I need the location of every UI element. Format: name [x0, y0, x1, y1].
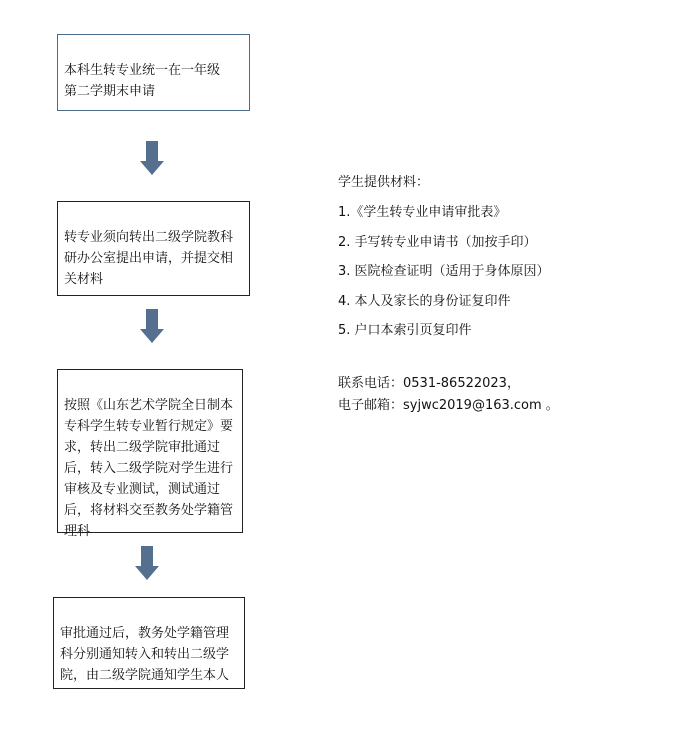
material-item: 3. 医院检查证明（适用于身体原因） — [338, 264, 550, 279]
flow-step-3-box — [57, 369, 243, 539]
flow-step-2-box — [57, 201, 250, 296]
flow-step-4-box — [53, 597, 245, 689]
contact-phone: 联系电话：0531-86522023， — [338, 376, 520, 391]
flow-step-1-box — [57, 34, 250, 111]
materials-title: 学生提供材料： — [338, 175, 430, 190]
flow-step-4-text: 审批通过后，教务处学籍管理科分别通知转入和转出二级学院，由二级学院通知学生本人 — [60, 626, 230, 683]
material-item: 4. 本人及家长的身份证复印件 — [338, 294, 511, 309]
flow-step-3-text: 按照《山东艺术学院全日制本专科学生转专业暂行规定》要求，转出二级学院审批通过后，转入二级学院对学生进行审核及专业测试，测试通过后，将材料交至教务处学籍管理科 — [64, 398, 234, 539]
material-item: 2. 手写转专业申请书（加按手印） — [338, 235, 537, 250]
down-arrow-icon — [135, 546, 159, 580]
flow-step-2-text: 转专业须向转出二级学院教科研办公室提出申请，并提交相关材料 — [64, 230, 234, 287]
down-arrow-icon — [140, 309, 164, 343]
down-arrow-icon — [140, 141, 164, 175]
material-item: 5. 户口本索引页复印件 — [338, 323, 472, 338]
material-item: 1.《学生转专业申请审批表》 — [338, 205, 507, 220]
flow-step-1-text: 本科生转专业统一在一年级 第二学期末申请 — [64, 63, 221, 99]
contact-email: 电子邮箱：syjwc2019@163.com 。 — [338, 398, 559, 413]
